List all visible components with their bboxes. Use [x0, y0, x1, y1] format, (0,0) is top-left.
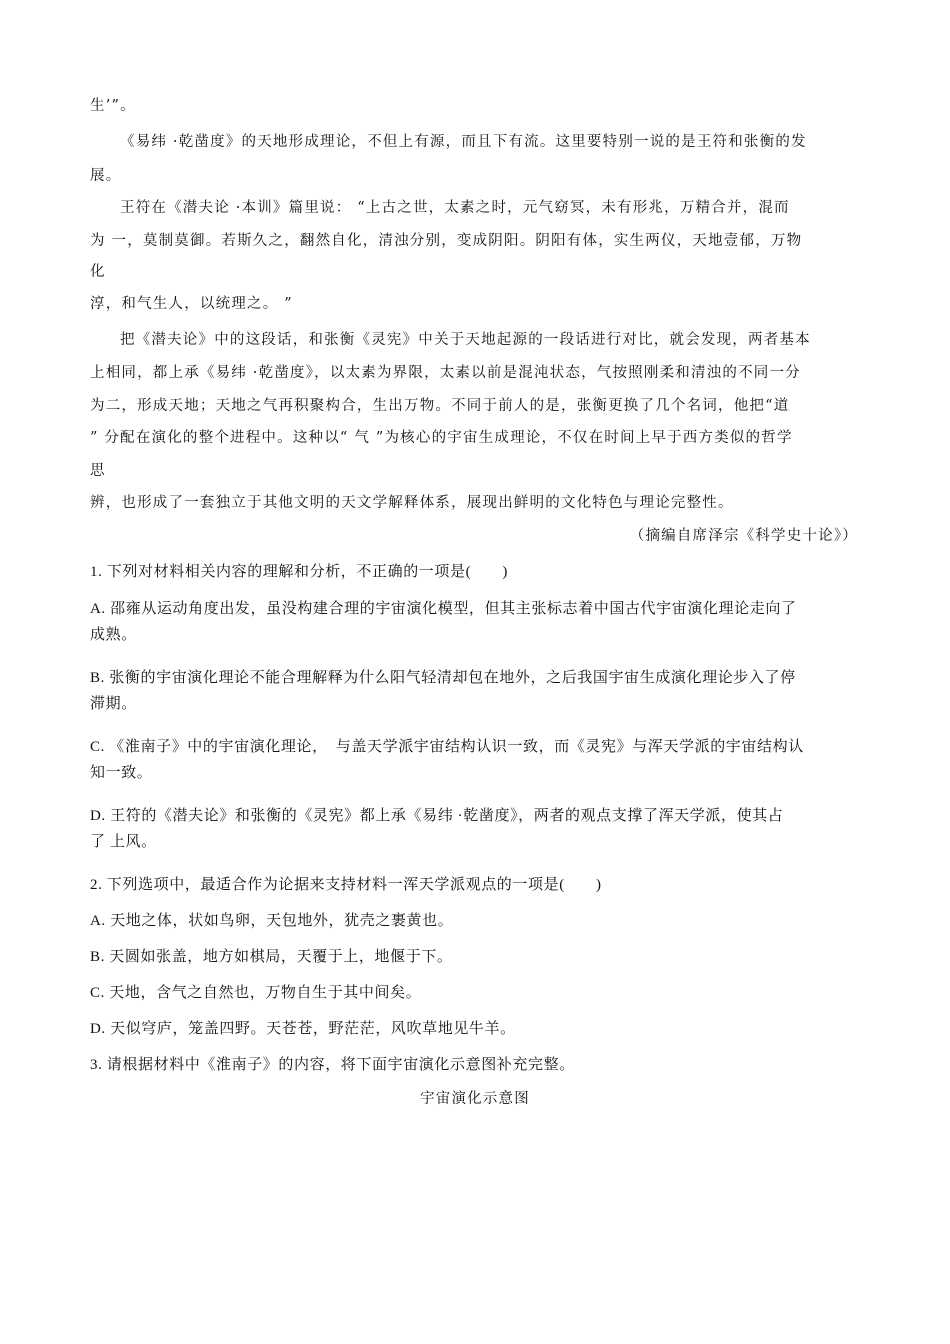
passage-line: 思 [90, 463, 106, 479]
option-d: D. 王符的《潜夫论》和张衡的《灵宪》都上承《易纬 ·乾凿度》，两者的观点支撑了浑天学派，使其占 [90, 808, 784, 824]
option-c: C. 《淮南子》中的宇宙演化理论， 与盖天学派宇宙结构认识一致，而《灵宪》与浑天学派的宇宙结构认 [90, 739, 804, 755]
passage-line: 《易纬 ·乾凿度》的天地形成理论，不但上有源，而且下有流。这里要特别一说的是王符和张衡的发 [120, 134, 807, 150]
passage-line: 为二，形成天地；天地之气再积聚构合，生出万物。不同于前人的是，张衡更换了几个名词，他把“道 [90, 398, 790, 414]
option-d-cont: 了 上风。 [90, 834, 157, 850]
option-c-cont: 知一致。 [90, 765, 153, 781]
passage-line: 上相同，都上承《易纬 ·乾凿度》，以太素为界限，太素以前是混沌状态，气按照刚柔和清浊的不同一分 [90, 365, 801, 381]
passage-line: 把《潜夫论》中的这段话，和张衡《灵宪》中关于天地起源的一段话进行对比，就会发现，两者基本 [120, 332, 811, 348]
passage-line: 为 一，莫制莫御。若斯久之，翻然自化，清浊分别，变成阴阳。阴阳有体，实生两仪，天地壹郁，万物 [90, 233, 803, 249]
option-b: B. 天圆如张盖，地方如棋局，天覆于上，地偃于下。 [90, 949, 453, 965]
passage-line: 展。 [90, 168, 122, 184]
question-stem: 2. 下列选项中，最适合作为论据来支持材料一浑天学派观点的一项是( ) [90, 877, 602, 893]
option-a: A. 邵雍从运动角度出发，虽没构建合理的宇宙演化模型，但其主张标志着中国古代宇宙演化理论走向了 [90, 601, 797, 617]
passage-line: ” 分配在演化的整个进程中。这种以“ 气 ”为核心的宇宙生成理论，不仅在时间上早于西方类似的哲学 [90, 430, 793, 446]
passage-line: 辨，也形成了一套独立于其他文明的天文学解释体系，展现出鲜明的文化特色与理论完整性。 [90, 495, 734, 511]
option-b-cont: 滞期。 [90, 696, 137, 712]
passage-line: 王符在《潜夫论 ·本训》篇里说： “上古之世，太素之时，元气窈冥，未有形兆，万精合并，混而 [120, 200, 790, 216]
option-a-cont: 成熟。 [90, 627, 137, 643]
question-stem: 1. 下列对材料相关内容的理解和分析，不正确的一项是( ) [90, 564, 508, 580]
option-d: D. 天似穹庐，笼盖四野。天苍苍，野茫茫，风吹草地见牛羊。 [90, 1021, 516, 1037]
passage-line: 生’”。 [90, 98, 136, 114]
figure-title: 宇宙演化示意图 [420, 1091, 530, 1107]
passage-line: 淳，和气生人，以统理之。 ” [90, 296, 293, 312]
question-stem: 3. 请根据材料中《淮南子》的内容，将下面宇宙演化示意图补充完整。 [90, 1057, 575, 1073]
option-a: A. 天地之体，状如鸟卵，天包地外，犹壳之裹黄也。 [90, 913, 454, 929]
source-citation: （摘编自席泽宗《科学史十论》） [629, 528, 858, 544]
passage-line: 化 [90, 264, 106, 280]
option-b: B. 张衡的宇宙演化理论不能合理解释为什么阳气轻清却包在地外，之后我国宇宙生成演化理论步入了停 [90, 670, 796, 686]
option-c: C. 天地，含气之自然也，万物自生于其中间矣。 [90, 985, 422, 1001]
